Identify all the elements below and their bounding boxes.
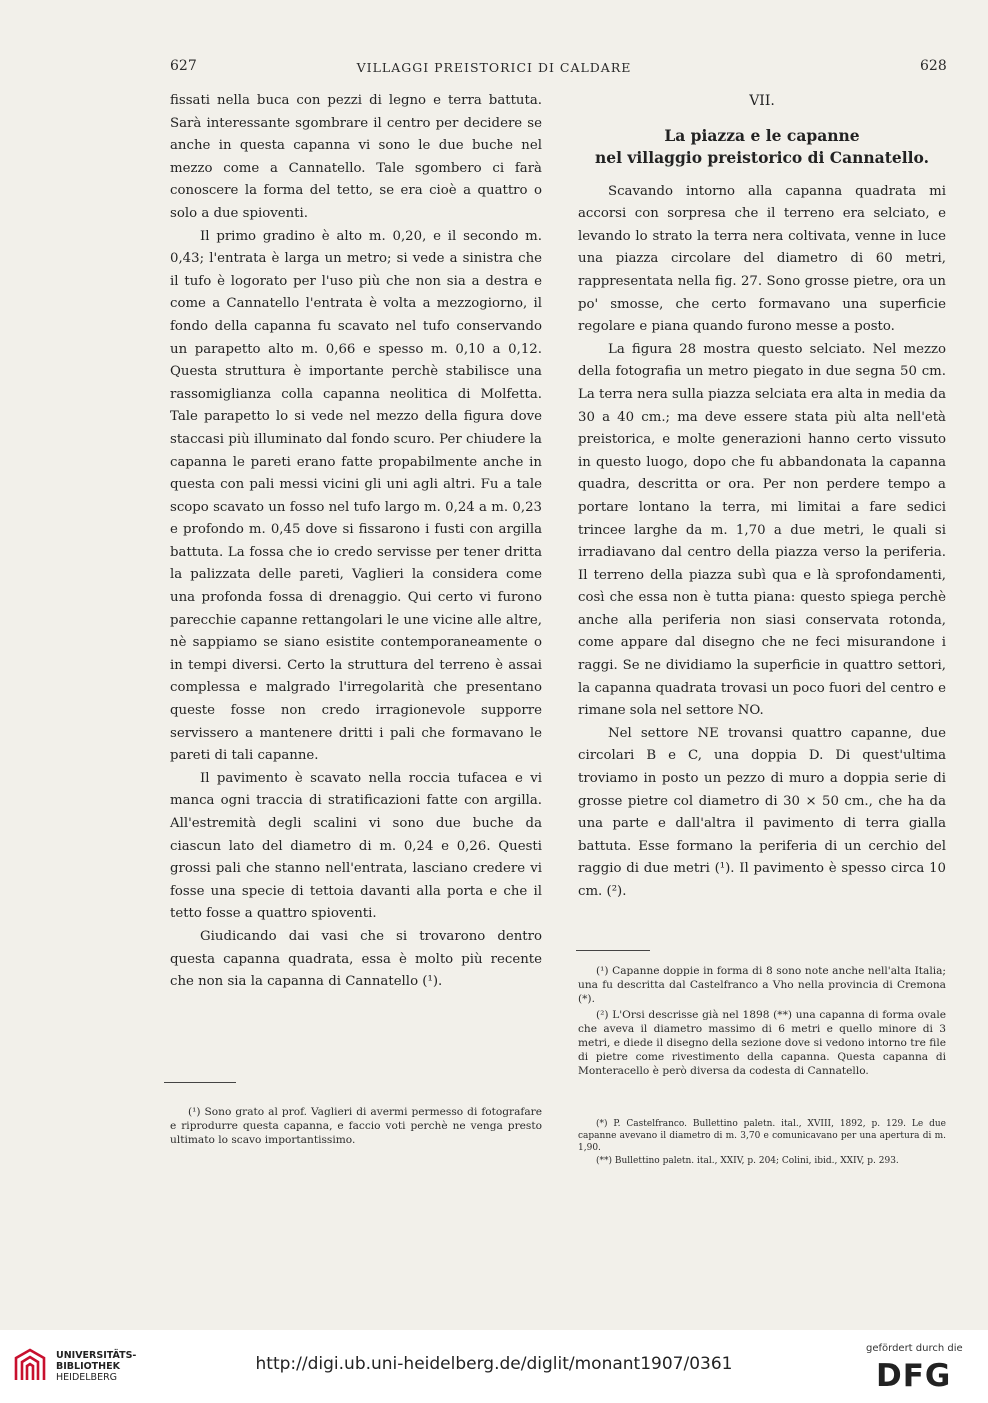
subnote: (*) P. Castelfranco. Bullettino paletn. ital., XVIII, 1892, p. 129. Le due capanne avevano il diametro di m. 3,70 e comunicavano per una apertura di m. 1,90. (578, 1119, 946, 1153)
dfg-logo[interactable]: DFG (876, 1358, 952, 1394)
left-column (170, 90, 542, 994)
footnote: (¹) Sono grato al prof. Vaglieri di avermi permesso di fotografare e riprodurre questa capanna, e faccio voti perchè ne venga presto ultimato lo scavo importantissimo. (170, 1106, 542, 1147)
right-column (578, 90, 946, 904)
paragraph: Giudicando dai vasi che si trovarono dentro questa capanna quadrata, essa è molto più recente che non sia la capanna di Cannatello (¹). (170, 928, 542, 990)
paragraph: Il pavimento è scavato nella roccia tufacea e vi manca ogni traccia di stratificazioni fatte con argilla. All'estremità degli scalini vi sono due buche da ciascun lato del diametro di m. 0,24 e 0,26. Questi grossi pali che stanno nell'entrata, lasciano credere vi fosse una specie di tettoia davanti alla porta e che il tetto fosse a quattro spioventi. (170, 770, 542, 922)
footnotes-right (578, 964, 946, 1080)
paragraph: La figura 28 mostra questo selciato. Nel mezzo della fotografia un metro piegato in due segna 50 cm. La terra nera sulla piazza selciata era alta in media da 30 a 40 cm.; ma deve essere stata più alta nell'età preistorica, e molte generazioni hanno certo vissuto in questo luogo, dopo che fu abbandonata la capanna quadra, descritta or ora. Per non perdere tempo a portare lontano la terra, mi limitai a fare sedici trincee larghe da m. 1,70 a due metri, le quali si irradiavano dal centro della piazza verso la periferia. Il terreno della piazza subì qua e là sprofondamenti, così che essa non è tutta piana: questo spiega perchè anche alla periferia non siasi conservata rotonda, come appare dal disegno che ne feci misurandone i raggi. Se ne dividiamo la superficie in quattro settori, la capanna quadrata trovasi un poco fuori del centro e rimane sola nel settore NO. (578, 341, 946, 719)
subnotes-right (578, 1118, 946, 1168)
paragraph: Scavando intorno alla capanna quadrata mi accorsi con sorpresa che il terreno era selciato, e levando lo strato la terra nera coltivata, venne in luce una piazza circolare del diametro di 60 metri, rappresentata nella fig. 27. Sono grosse pietre, ora un po' smosse, che certo formavano una superficie regolare e piana quando furono messe a posto. (578, 183, 946, 335)
permalink-url[interactable]: http://digi.ub.uni-heidelberg.de/diglit/monant1907/0361 (255, 1354, 733, 1374)
paragraph: Nel settore NE trovansi quattro capanne, due circolari B e C, una doppia D. Di quest'ultima troviamo in posto un pezzo di muro a doppia serie di grosse pietre col diametro di 30 × 50 cm., che ha da una parte e dall'altra il pavimento di terra gialla battuta. Esse formano la periferia di un cerchio del raggio di due metri (¹). Il pavimento è spesso circa 10 cm. (²). (578, 725, 946, 899)
running-title: VILLAGGI PREISTORICI DI CALDARE (356, 60, 632, 75)
footnote-divider-left (164, 1082, 236, 1083)
section-title-line-1: La piazza e le capanne (664, 125, 860, 145)
subnote: (**) Bullettino paletn. ital., XXIV, p. 204; Colini, ibid., XXIV, p. 293. (596, 1156, 899, 1166)
footnote-divider-right (576, 950, 650, 951)
footnote: (¹) Capanne doppie in forma di 8 sono note anche nell'alta Italia; una fu descritta dal Castelfranco a Vho nella provincia di Cremona (*). (578, 965, 946, 1006)
funded-by-label: gefördert durch die (866, 1343, 963, 1354)
page-number-right: 628 (920, 58, 947, 74)
section-number: VII. (749, 93, 775, 109)
paragraph: fissati nella buca con pezzi di legno e terra battuta. Sarà interessante sgombrare il centro per decidere se anche in questa capanna vi sono le due buche nel mezzo come a Cannatello. Tale sgombero ci farà conoscere la forma del tetto, se era cioè a quattro o solo a due spioventi. (170, 93, 542, 221)
library-name-line-1: UNIVERSITÄTS- (56, 1350, 137, 1361)
footnotes-left (170, 1105, 542, 1149)
page-number-left: 627 (170, 58, 197, 74)
library-name-line-2: BIBLIOTHEK (56, 1361, 120, 1372)
section-title (578, 125, 946, 169)
viewer-footer (0, 1330, 988, 1403)
paragraph: Il primo gradino è alto m. 0,20, e il secondo m. 0,43; l'entrata è larga un metro; si vede a sinistra che il tufo è logorato per l'uso più che non sia a destra e come a Cannatello l'entrata è volta a mezzogiorno, il fondo della capanna fu scavato nel tufo conservando un parapetto alto m. 0,66 e spesso m. 0,10 a 0,12. Questa struttura è importante perchè stabilisce una rassomiglianza colla capanna neolitica di Molfetta. Tale parapetto lo si vede nel mezzo della figura dove staccasi più illuminato dal fondo scuro. Per chiudere la capanna le pareti erano fatte propabilmente anche in questa con pali messi vicini gli uni agli altri. Fu a tale scopo scavato un fosso nel tufo largo m. 0,24 a m. 0,23 e profondo m. 0,45 dove si fissarono i fusti con argilla battuta. La fossa che io credo servisse per tener dritta la palizzata delle pareti, Vaglieri la considera come una profonda fossa di drenaggio. Qui certo vi furono parecchie capanne rettangolari le une vicine alle altre, nè sappiamo se siano esistite contemporaneamente o in tempi diversi. Certo la struttura del terreno è assai complessa e malgrado l'irregolarità che presentano queste fosse non credo irragionevole supporre servissero a mantenere dritti i pali che formavano le pareti di tali capanne. (170, 228, 542, 764)
section-title-line-2: nel villaggio preistorico di Cannatello. (595, 147, 929, 167)
library-name-line-3: HEIDELBERG (56, 1372, 118, 1383)
footnote: (²) L'Orsi descrisse già nel 1898 (**) una capanna di forma ovale che aveva il diametro massimo di 6 metri e quello minore di 3 metri, e diede il disegno della sezione dove si vedono intorno tre file di pietre come rivestimento della capanna. Questa capanna di Monteracello è però diversa da codesta di Cannatello. (578, 1008, 946, 1078)
